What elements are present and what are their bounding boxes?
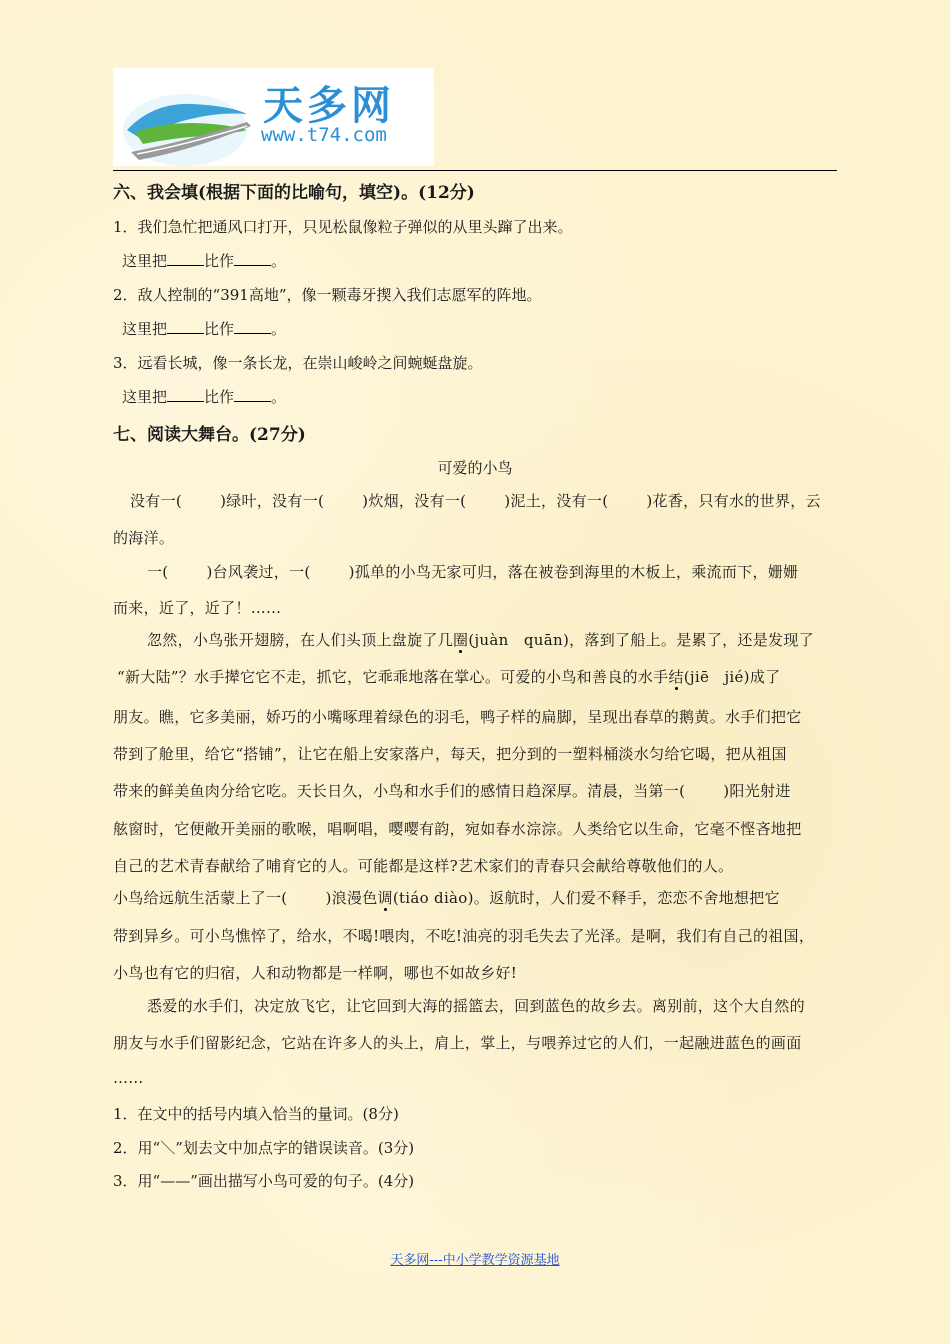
fill-end: 。 bbox=[271, 320, 287, 338]
text-segment: )炊烟，没有一( bbox=[362, 492, 467, 510]
fill-line-3 bbox=[122, 386, 286, 407]
paragraph-5-line-3: …… bbox=[113, 1069, 144, 1087]
question-3: 3．远看长城，像一条长龙，在崇山峻岭之间蜿蜒盘旋。 bbox=[113, 354, 483, 372]
paragraph-3-line-1 bbox=[147, 629, 874, 650]
section-6-heading: 六、我会填(根据下面的比喻句，填空)。(12分) bbox=[113, 183, 475, 203]
text-segment: 带来的鲜美鱼肉分给它吃。天长日久，小鸟和水手们的感情日趋深厚。清晨，当第一( bbox=[113, 782, 686, 800]
task-3: 3．用“——”画出描写小鸟可爱的句子。(4分) bbox=[113, 1172, 415, 1190]
text-segment: 小鸟给远航生活蒙上了一( bbox=[113, 889, 288, 907]
fill-middle: 比作 bbox=[204, 388, 235, 406]
site-logo bbox=[113, 68, 434, 166]
answer-blank[interactable] bbox=[234, 253, 271, 266]
fill-middle: 比作 bbox=[204, 320, 235, 338]
paragraph-3-line-3: 朋友。瞧，它多美丽，娇巧的小嘴啄理着绿色的羽毛，鸭子样的扁脚，呈现出春草的鹅黄。水手们把它 bbox=[113, 708, 802, 726]
paragraph-4-line-3: 小鸟也有它的归宿，人和动物都是一样啊，哪也不如故乡好! bbox=[113, 964, 518, 982]
paragraph-3-line-5 bbox=[113, 780, 840, 801]
answer-blank[interactable] bbox=[234, 389, 271, 402]
paragraph-2-line-2: 而来，近了，近了！…… bbox=[113, 599, 282, 617]
question-2: 2．敌人控制的“391高地”，像一颗毒牙揳入我们志愿军的阵地。 bbox=[113, 286, 542, 304]
text-segment: )阳光射进 bbox=[723, 782, 791, 800]
text-segment: )孤单的小鸟无家可归，落在被卷到海里的木板上，乘流而下，姗姗 bbox=[348, 563, 799, 581]
paragraph-5-line-1: 悉爱的水手们，决定放飞它，让它回到大海的摇篮去，回到蓝色的故乡去。离别前，这个大自然的 bbox=[147, 997, 805, 1015]
fill-end: 。 bbox=[271, 252, 287, 270]
paragraph-3-line-4: 带到了舱里，给它“搭铺”，让它在船上安家落户，每天，把分到的一塑料桶淡水匀给它喝，把从祖国 bbox=[113, 745, 787, 763]
paragraph-5-line-2: 朋友与水手们留影纪念，它站在许多人的头上，肩上，掌上，与喂养过它的人们，一起融进蓝色的画面 bbox=[113, 1034, 802, 1052]
text-segment: 忽然，小鸟张开翅膀，在人们头顶上盘旋了几 bbox=[147, 631, 454, 649]
answer-blank[interactable] bbox=[234, 321, 271, 334]
text-segment: )花香，只有水的世界，云 bbox=[646, 492, 821, 510]
fill-end: 。 bbox=[271, 388, 287, 406]
logo-title: 天多网 bbox=[263, 83, 395, 129]
paragraph-4-line-2: 带到异乡。可小鸟憔悴了，给水，不喝!喂肉，不吃!油亮的羽毛失去了光泽。是啊，我们有自己的祖国， bbox=[113, 927, 815, 945]
dotted-character: 圈 bbox=[453, 631, 469, 649]
text-segment: )台风袭过，一( bbox=[206, 563, 311, 581]
logo-url: www.t74.com bbox=[261, 124, 387, 146]
answer-blank[interactable] bbox=[167, 253, 204, 266]
text-segment: 没有一( bbox=[130, 492, 183, 510]
text-segment: (tiáo diào)。返航时，人们爱不释手，恋恋不舍地想把它 bbox=[392, 889, 780, 907]
text-segment: (juàn quān)，落到了船上。是累了，还是发现了 bbox=[468, 631, 814, 649]
logo-landscape-icon bbox=[113, 68, 273, 166]
section-7-heading: 七、阅读大舞台。(27分) bbox=[113, 425, 306, 445]
paragraph-1-line-1 bbox=[130, 490, 857, 511]
answer-blank[interactable] bbox=[167, 389, 204, 402]
fill-prefix: 这里把 bbox=[122, 252, 168, 270]
dotted-character: 调 bbox=[377, 889, 393, 907]
question-1: 1．我们急忙把通风口打开，只见松鼠像粒子弹似的从里头蹿了出来。 bbox=[113, 218, 573, 236]
paragraph-2-line-1 bbox=[147, 561, 874, 582]
text-segment: 一( bbox=[147, 563, 169, 581]
header-divider bbox=[113, 170, 837, 171]
paragraph-3-line-7: 自己的艺术青春献给了哺育它的人。可能都是这样?艺术家们的青春只会献给尊敬他们的人。 bbox=[113, 857, 734, 875]
answer-blank[interactable] bbox=[167, 321, 204, 334]
paragraph-1-line-2: 的海洋。 bbox=[113, 529, 175, 547]
fill-prefix: 这里把 bbox=[122, 320, 168, 338]
dotted-character: 结 bbox=[668, 668, 684, 686]
text-segment: )泥土，没有一( bbox=[504, 492, 609, 510]
text-segment: )浪漫色 bbox=[325, 889, 378, 907]
fill-prefix: 这里把 bbox=[122, 388, 168, 406]
task-2: 2．用“＼”划去文中加点字的错误读音。(3分) bbox=[113, 1139, 415, 1157]
fill-line-1 bbox=[122, 250, 286, 271]
text-segment: “新大陆”？水手撵它它不走，抓它，它乖乖地落在掌心。可爱的小鸟和善良的水手 bbox=[117, 668, 669, 686]
text-segment: )绿叶，没有一( bbox=[220, 492, 325, 510]
story-title: 可爱的小鸟 bbox=[437, 459, 513, 477]
fill-line-2 bbox=[122, 318, 286, 339]
fill-middle: 比作 bbox=[204, 252, 235, 270]
footer-link[interactable]: 天多网---中小学教学资源基地 bbox=[390, 1253, 560, 1268]
paragraph-4-line-1 bbox=[113, 887, 840, 908]
text-segment: (jiē jié)成了 bbox=[683, 668, 781, 686]
paragraph-3-line-6: 舷窗时，它便敞开美丽的歌喉，唱啊唱，嘤嘤有韵，宛如春水淙淙。人类给它以生命，它毫不悭吝地把 bbox=[113, 820, 802, 838]
task-1: 1．在文中的括号内填入恰当的量词。(8分) bbox=[113, 1105, 399, 1123]
paragraph-3-line-2 bbox=[117, 666, 844, 687]
